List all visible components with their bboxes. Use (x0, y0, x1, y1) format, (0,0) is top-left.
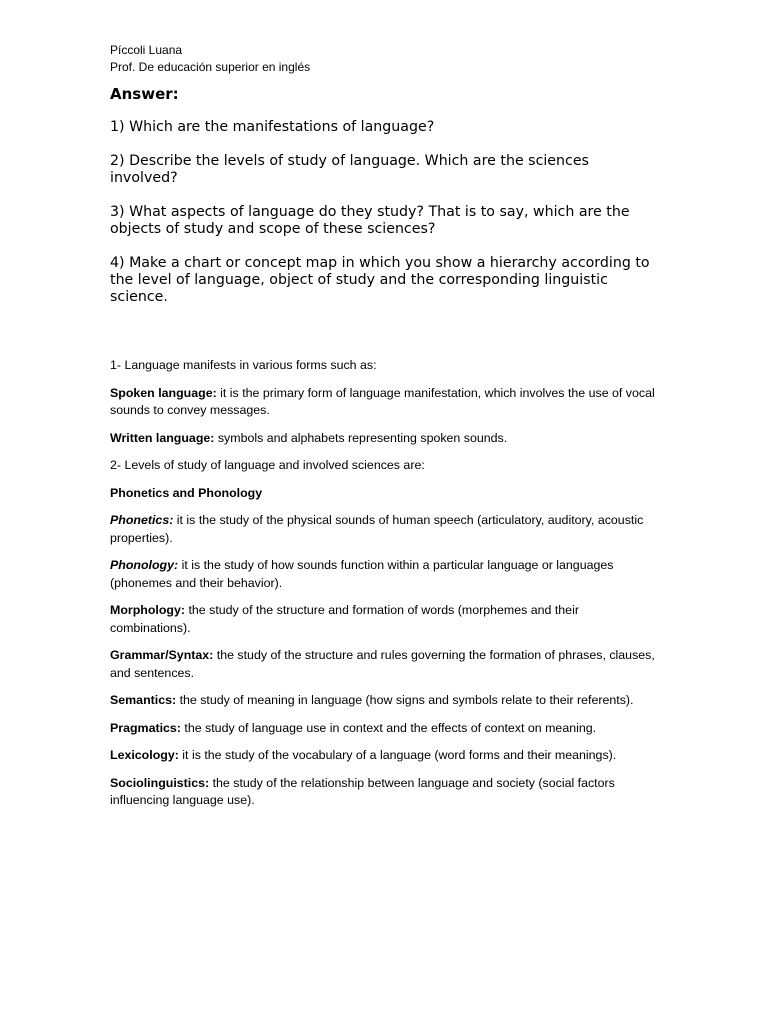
text-spoken-language: it is the primary form of language manifestation, which involves the use of vocal sounds to convey messages. (110, 385, 655, 417)
definition-lexicology (110, 747, 658, 765)
definition-sociolinguistics (110, 775, 658, 810)
term-lexicology: Lexicology: (110, 748, 179, 762)
term-pragmatics: Pragmatics: (110, 720, 181, 735)
text-phonology: it is the study of how sounds function within a particular language or languages (phonemes and their behavior). (110, 558, 614, 590)
term-written-language: Written language: (110, 430, 215, 445)
definition-pragmatics (110, 720, 658, 738)
text-lexicology: it is the study of the vocabulary of a language (word forms and their meanings). (178, 748, 617, 762)
author-name: Píccoli Luana (110, 43, 183, 57)
phonetics-phonology-heading-para (110, 485, 658, 503)
definition-phonology (110, 557, 658, 592)
definition-spoken-language (110, 385, 658, 420)
question-1: 1) Which are the manifestations of language? (110, 119, 435, 135)
answer-intro-2: 2- Levels of study of language and involved sciences are: (110, 458, 425, 472)
text-semantics: the study of meaning in language (how signs and symbols relate to their referents). (176, 693, 634, 707)
term-spoken-language: Spoken language: (110, 385, 217, 400)
definition-semantics (110, 692, 658, 710)
text-written-language: symbols and alphabets representing spoken sounds. (214, 430, 508, 445)
text-pragmatics: the study of language use in context and the effects of context on meaning. (180, 720, 597, 735)
question-list (110, 119, 658, 323)
text-grammar-syntax: the study of the structure and rules governing the formation of phrases, clauses, and sentences. (110, 648, 655, 680)
term-semantics: Semantics: (110, 693, 177, 707)
term-phonetics: Phonetics: (110, 513, 174, 527)
term-sociolinguistics: Sociolinguistics: (110, 775, 210, 790)
text-phonetics: it is the study of the physical sounds of human speech (articulatory, auditory, acoustic properties). (110, 513, 644, 545)
text-sociolinguistics: the study of the relationship between language and society (social factors influencing language use). (110, 775, 615, 807)
answer-intro-1: 1- Language manifests in various forms such as: (110, 358, 377, 372)
question-4: 4) Make a chart or concept map in which you show a hierarchy according to the level of language, object of study and the corresponding linguistic science. (110, 255, 650, 305)
question-3: 3) What aspects of language do they study? That is to say, which are the objects of study and scope of these sciences? (110, 204, 630, 237)
author-title: Prof. De educación superior en inglés (110, 60, 311, 74)
text-morphology: the study of the structure and formation of words (morphemes and their combinations). (110, 603, 579, 635)
term-grammar-syntax: Grammar/Syntax: (110, 648, 214, 662)
definition-written-language (110, 430, 658, 448)
term-morphology: Morphology: (110, 603, 186, 617)
question-2: 2) Describe the levels of study of language. Which are the sciences involved? (110, 153, 589, 186)
term-phonology: Phonology: (110, 558, 179, 572)
answer-body (110, 357, 658, 820)
definition-grammar-syntax (110, 647, 658, 682)
definition-morphology (110, 602, 658, 637)
answer-heading: Answer: (110, 85, 179, 103)
definition-phonetics (110, 512, 658, 547)
phonetics-phonology-heading: Phonetics and Phonology (110, 485, 263, 500)
